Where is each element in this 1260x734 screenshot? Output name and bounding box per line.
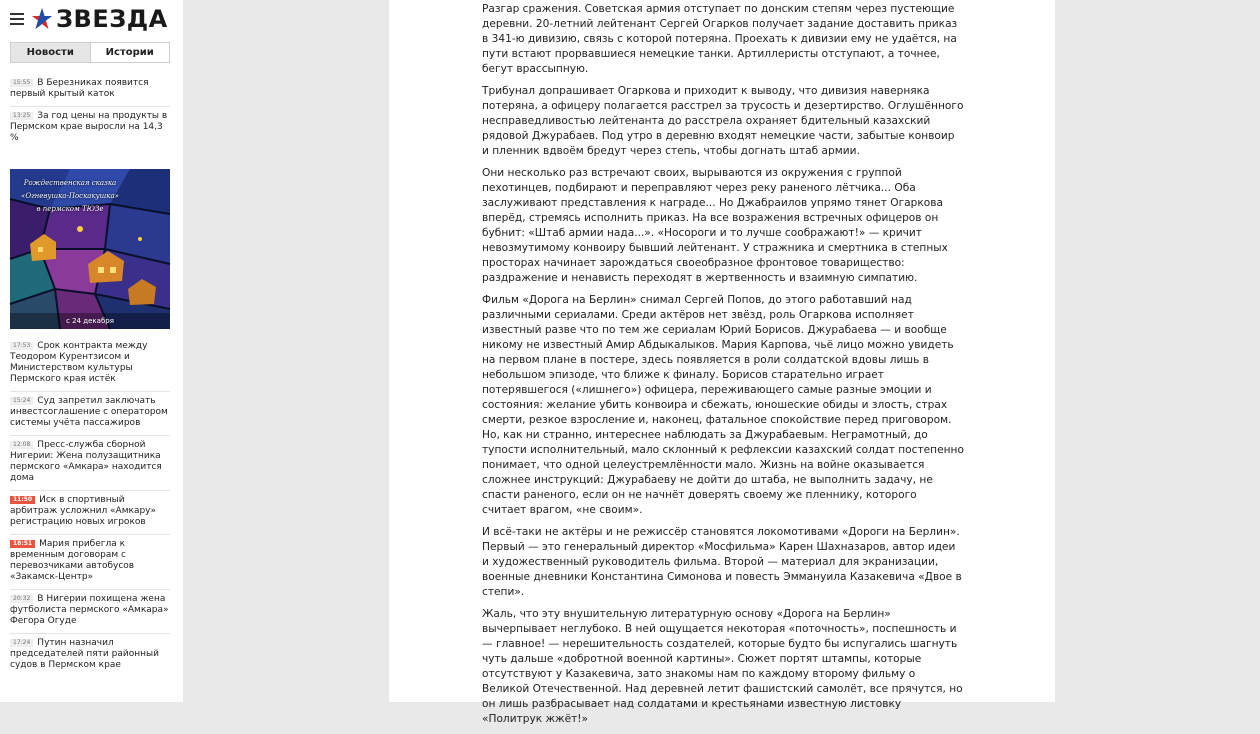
news-item[interactable] — [10, 535, 170, 590]
star-logo-icon — [32, 7, 52, 31]
article-paragraph: Трибунал допрашивает Огаркова и приходит к выводу, что дивизия наверняка потеряна, а офицеру полагается расстрел за трусость и дезертирство. Оглушённого несправедливостью лейтенанта до расстрела охраняет бдительный казахский рядовой Джурабаев. Под утро в деревню входят немецкие части, забытые конвоир и пленник вдвоём бредут через степь, чтобы догнать штаб армии. — [482, 85, 964, 157]
article — [389, 0, 1055, 725]
news-item[interactable] — [10, 491, 170, 535]
news-item[interactable] — [10, 634, 170, 677]
logo-text: ЗВЕЗДА — [56, 5, 168, 33]
news-time: 11:50 — [10, 496, 35, 504]
promo-date: с 24 декабря — [10, 313, 170, 329]
tab-stories[interactable]: Истории — [105, 47, 154, 58]
news-title: В Березниках появится первый крытый каток — [10, 78, 149, 99]
news-item[interactable] — [10, 436, 170, 491]
news-item[interactable] — [10, 337, 170, 392]
news-title: Суд запретил заключать инвестсоглашение с оператором системы учёта пассажиров — [10, 396, 168, 428]
promo-banner[interactable] — [10, 169, 170, 329]
news-title: Пресс-служба сборной Нигерии: Жена полузащитника пермского «Амкара» находится дома — [10, 440, 162, 483]
news-title: За год цены на продукты в Пермском крае выросли на 14,3 % — [10, 111, 168, 143]
promo-line-2: «Огневушка-Поскакушка» — [21, 192, 119, 200]
site-logo[interactable] — [32, 5, 168, 34]
news-time: 17:24 — [10, 639, 33, 647]
promo-text — [10, 177, 130, 216]
news-time: 20:32 — [10, 595, 33, 603]
news-title: Срок контракта между Теодором Курентзисом и Министерством культуры Пермского края истёк — [10, 341, 148, 384]
news-tabs — [10, 42, 170, 63]
tab-news[interactable]: Новости — [11, 43, 91, 62]
article-body — [482, 2, 964, 734]
article-paragraph: Они несколько раз встречают своих, вырываются из окружения с группой пехотинцев, подбирают и переправляют через реку раненого лётчика... Оба заслуживают представления к награде... Но Джабраилов упрямо тянет Огаркова вперёд, стремясь исполнить приказ. На все возражения встречных офицеров он бубнит: «Штаб армии нада...». «Носороги и то лучше соображают!» — кричит невозмутимому конвоиру бывший лейтенант. У стражника и смертника в степных просторах начинает зарождаться своеобразное фронтовое товарищество: раздражение и ненависть переходят в жертвенность и взаимную симпатию. — [482, 167, 948, 284]
news-time: 18:51 — [10, 540, 35, 548]
menu-icon[interactable] — [10, 13, 24, 25]
article-paragraph: И всё-таки не актёры и не режиссёр становятся локомотивами «Дороги на Берлин». Первый — это генеральный директор «Мосфильма» Карен Шахназаров, автор идеи и художественный руководитель фильма. Второй — материал для экранизации, военные дневники Константина Симонова и повесть Эммануила Казакевича «Двое в степи». — [482, 526, 962, 598]
news-title: Иск в спортивный арбитраж усложнил «Амкару» регистрацию новых игроков — [10, 495, 157, 527]
article-paragraph: Фильм «Дорога на Берлин» снимал Сергей Попов, до этого работавший над различными сериалами. Среди актёров нет звёзд, роль Огаркова исполняет известный разве что по тем же сериалам Юрий Борисов. Джурабаева — и вообще никому не известный Амир Абдыкалыков. Мария Карпова, чьё лицо можно увидеть на первом плане в постере, здесь появляется в роли солдатской вдовы лишь в небольшом эпизоде, что ближе к финалу. Борисов старательно играет потерявшегося («лишнего») офицера, переживающего самые разные эмоции и состояния: желание убить конвоира и сбежать, юношеские обиды и злость, страх смерти, резкое взросление и, наконец, фатальное спокойствие перед приговором. Но, как ни странно, интереснее наблюдать за Джурабаевым. Неграмотный, до тупости исполнительный, мало склонный к рефлексии казахский солдат постепенно понимает, что одной целеустремлённости мало. Жизнь на войне оказывается сложнее инструкций: Джурабаеву не дойти до штаба, не выполнить задачу, не спасти раненого, если он не начнёт доверять своему же пленнику, которого считает врагом, «не своим». — [482, 294, 964, 516]
article-paragraph: Разгар сражения. Советская армия отступает по донским степям через пустеющие деревни. 20-летний лейтенант Сергей Огарков получает задание доставить приказ в 341-ю дивизию, связь с которой потеряна. Проехать к дивизии ему не удаётся, на пути встают прорвавшиеся немецкие танки. Артиллеристы отступают, а точнее, бегут врассыпную. — [482, 3, 958, 75]
news-time: 17:53 — [10, 342, 33, 350]
news-list-bottom — [10, 337, 170, 677]
news-time: 12:08 — [10, 441, 33, 449]
news-item[interactable] — [10, 107, 170, 150]
promo-line-3: в пермском ТЮЗе — [36, 205, 104, 213]
news-time: 13:25 — [10, 112, 33, 120]
news-time: 15:24 — [10, 397, 33, 405]
article-paragraph: Жаль, что эту внушительную литературную основу «Дорога на Берлин» вычерпывает неглубоко. В ней ощущается некоторая «поточность», поспешность и — главное! — нерешительность создателей, которые будто бы испугались шагнуть чуть дальше «добротной военной картины». Сюжет портят штампы, которые отсутствуют у Казакевича, зато знакомы нам по каждому второму фильму о Великой Отечественной. Над деревней летит фашистский самолёт, все прячутся, но он лишь разбрасывает над солдатами и крестьянами известную листовку «Политрук жжёт!» — [482, 608, 963, 725]
topbar — [10, 6, 180, 34]
news-item[interactable] — [10, 392, 170, 436]
news-title: Мария прибегла к временным договорам с перевозчиками автобусов «Закамск-Центр» — [10, 539, 135, 582]
sidebar — [0, 0, 183, 702]
promo-line-1: Рождественская сказка — [23, 179, 117, 187]
news-time: 15:55 — [10, 79, 33, 87]
news-list-top — [10, 74, 170, 150]
news-title: Путин назначил председателей пяти районный судов в Пермском крае — [10, 638, 159, 670]
news-title: В Нигерии похищена жена футболиста пермского «Амкара» Фегора Огуде — [10, 594, 169, 626]
news-item[interactable] — [10, 590, 170, 634]
news-item[interactable] — [10, 74, 170, 107]
